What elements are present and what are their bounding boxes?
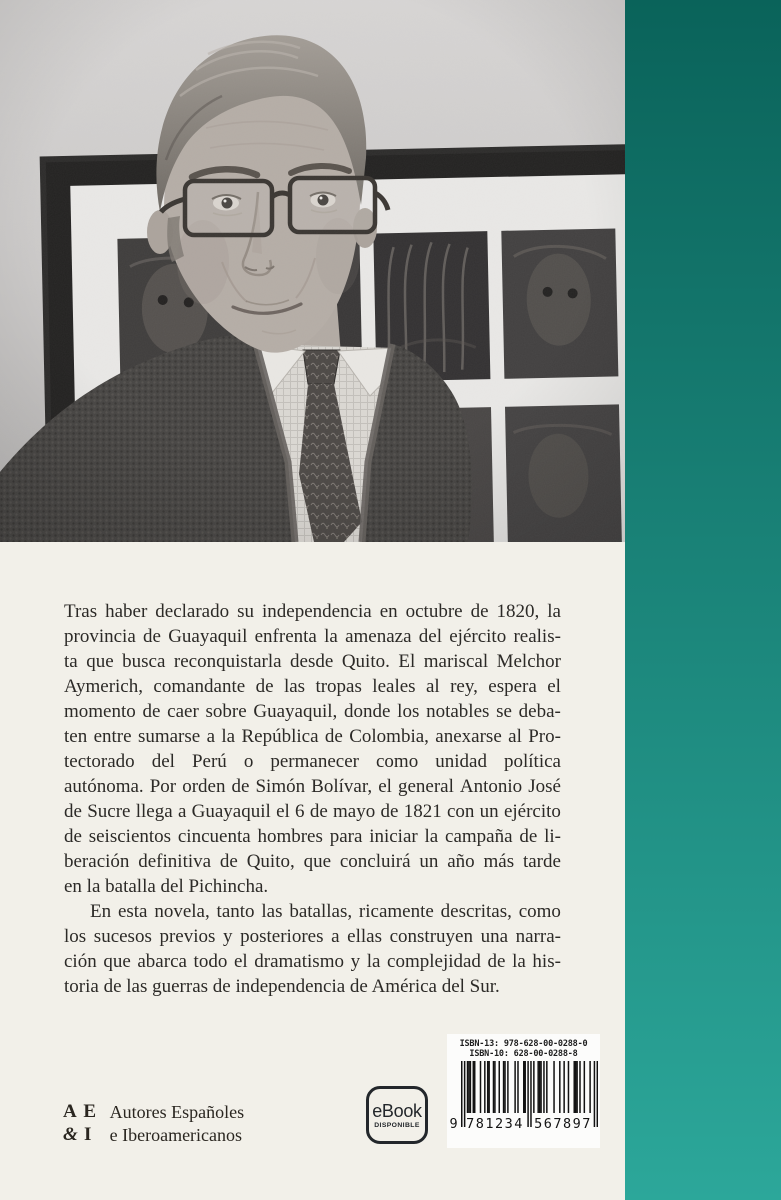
synopsis-line: provincia de Guayaquil enfrenta la amenaza del ejército realis- (64, 626, 561, 647)
barcode-digit-group1: 781234 (466, 1116, 524, 1132)
synopsis-line: momento de caer sobre Guayaquil, donde los notables se deba- (64, 701, 561, 722)
barcode-digit-group2: 567897 (534, 1116, 592, 1132)
barcode-digit-lead: 9 (449, 1116, 458, 1132)
publisher-name (110, 1101, 244, 1146)
synopsis-line: tectorado del Perú o permanecer como unidad política (64, 751, 561, 772)
synopsis (64, 599, 561, 999)
synopsis-line: beración definitiva de Quito, que concluirá un año más tarde (64, 851, 561, 872)
logo-mark-line2 (63, 1124, 98, 1147)
synopsis-line: ción que abarca todo el dramatismo y la complejidad de la his- (64, 951, 561, 972)
synopsis-line: en la batalla del Pichincha. (64, 876, 269, 897)
author-photo (0, 0, 625, 542)
synopsis-line: de seiscientos cincuenta hombres para iniciar la campaña de li- (64, 826, 561, 847)
ebook-badge (366, 1086, 428, 1144)
synopsis-line: de Sucre llega a Guayaquil el 6 de mayo de 1821 con un ejército (64, 801, 561, 822)
publisher-name-line2: e Iberoamericanos (109, 1124, 243, 1145)
barcode-bars-wrap (450, 1061, 598, 1131)
barcode (447, 1034, 600, 1148)
synopsis-line: autónoma. Por orden de Simón Bolívar, el general Antonio José (64, 776, 561, 797)
synopsis-line: ten entre sumarse a la República de Colombia, anexarse al Pro- (64, 726, 561, 747)
publisher-logo-mark (63, 1101, 98, 1146)
isbn13-text: ISBN-13: 978-628-00-0288-0 (459, 1039, 588, 1049)
ebook-badge-subtitle: DISPONIBLE (374, 1121, 420, 1129)
accent-stripe (625, 0, 781, 1200)
publisher-name-line1: Autores Españoles (109, 1102, 245, 1122)
synopsis-line: ta que busca reconquistarla desde Quito. El mariscal Melchor (64, 651, 561, 672)
synopsis-line: Aymerich, comandante de las tropas leales al rey, espera el (64, 676, 561, 697)
isbn10-text: ISBN-10: 628-00-0288-8 (469, 1049, 578, 1059)
synopsis-line: Tras haber declarado su independencia en octubre de 1820, la (64, 601, 561, 622)
author-portrait-illustration (0, 0, 625, 542)
logo-mark-i: I (84, 1123, 93, 1145)
synopsis-line: los sucesos previos y posteriores a ellas construyen una narra- (64, 926, 561, 947)
synopsis-line: toria de las guerras de independencia de América del Sur. (64, 976, 500, 997)
publisher-logo (63, 1101, 244, 1146)
synopsis-line: En esta novela, tanto las batallas, ricamente descritas, como (90, 901, 561, 922)
logo-mark-line1: A E (63, 1101, 98, 1122)
ebook-badge-title: eBook (372, 1100, 422, 1121)
logo-ampersand: & (63, 1123, 78, 1145)
